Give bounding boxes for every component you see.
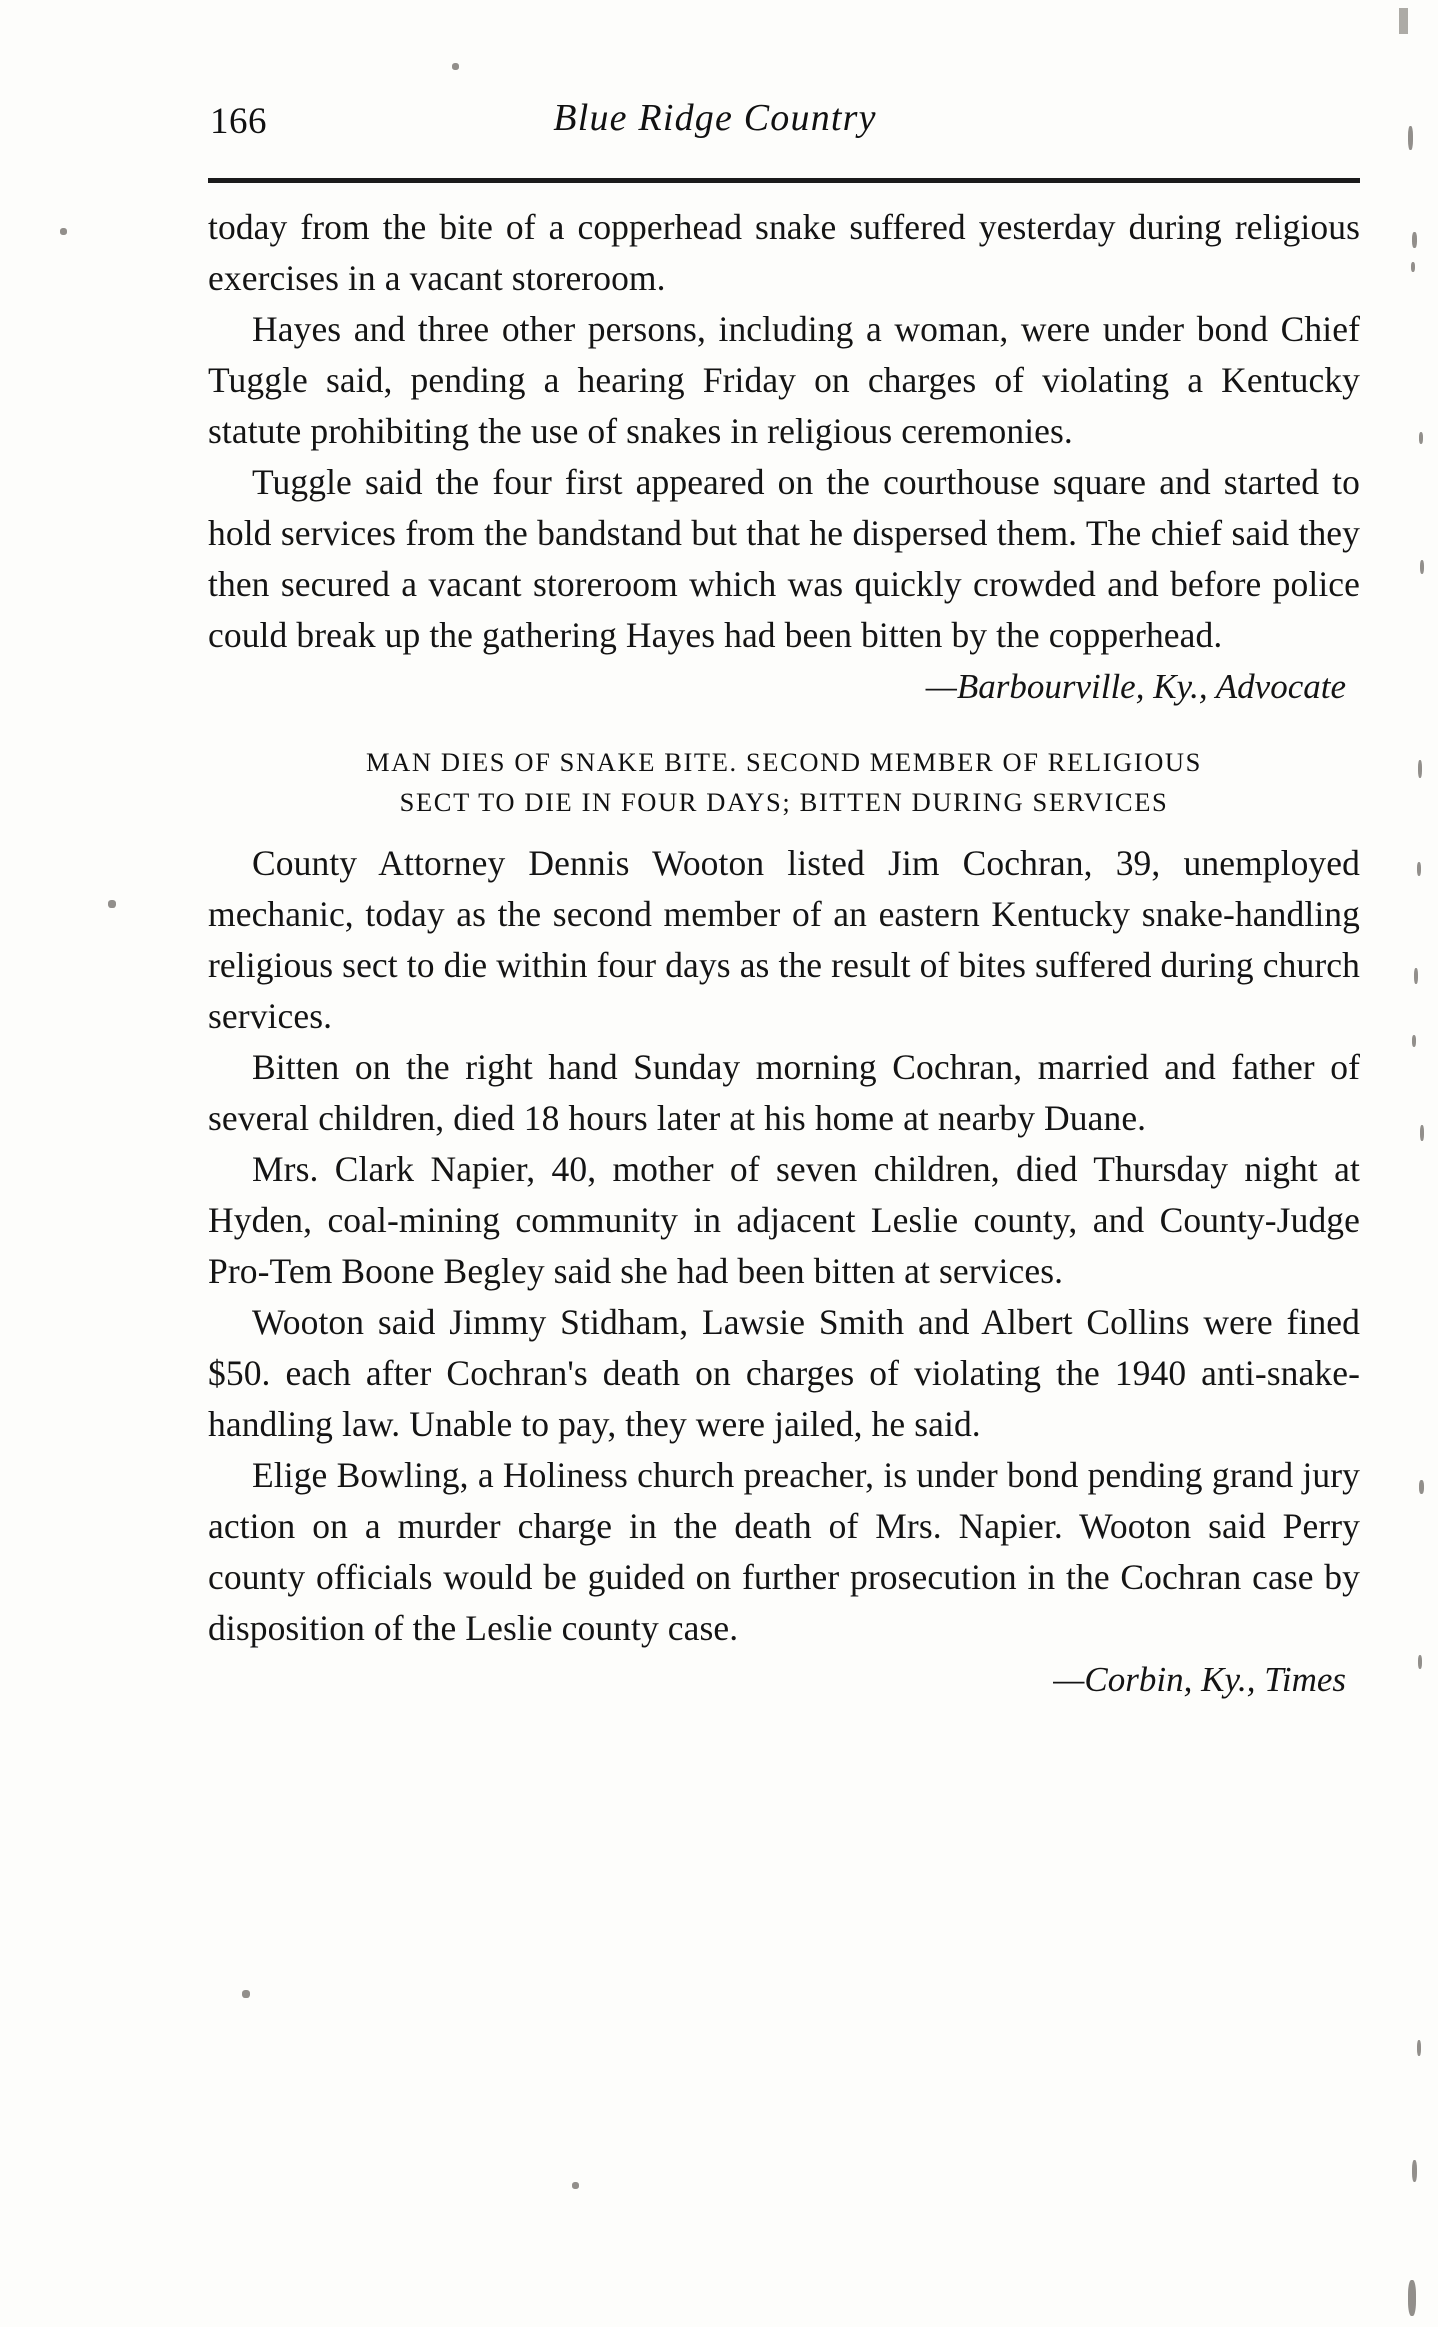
scan-speck bbox=[242, 1990, 250, 1998]
scan-speck bbox=[1418, 760, 1422, 778]
scan-speck bbox=[1420, 1125, 1424, 1141]
scan-speck bbox=[1417, 2040, 1421, 2056]
header-rule bbox=[208, 178, 1360, 183]
paragraph: Wooton said Jimmy Stidham, Lawsie Smith and Albert Collins were fined $50. each after Cochran's death on charges of violating the 1940 anti-snake-handling law. Unable to pay, they were jailed, he said. bbox=[208, 1302, 1360, 1444]
running-head bbox=[205, 70, 1365, 156]
body-text bbox=[208, 202, 1360, 1705]
page-number: 166 bbox=[210, 101, 267, 142]
page-content bbox=[205, 70, 1365, 1699]
paragraph: Tuggle said the four first appeared on the courthouse square and started to hold services from the bandstand but that he dispersed them. The chief said they then secured a vacant storeroom which was quickly crowded and before police could break up the gathering Hayes had been bitten by the copperhead. bbox=[208, 462, 1360, 655]
source-attribution: —Corbin, Ky., Times bbox=[1053, 1660, 1346, 1699]
headline-line-2: SECT TO DIE IN FOUR DAYS; BITTEN DURING SERVICES bbox=[399, 787, 1169, 817]
book-title: Blue Ridge Country bbox=[553, 97, 877, 139]
scan-speck bbox=[1418, 1655, 1422, 1669]
scan-speck bbox=[1408, 126, 1413, 150]
scan-speck bbox=[1420, 560, 1424, 574]
scan-speck bbox=[1417, 862, 1421, 876]
scan-speck bbox=[108, 900, 116, 908]
scan-speck bbox=[572, 2182, 579, 2189]
scan-edge-mark bbox=[1399, 8, 1408, 34]
scan-speck bbox=[1411, 262, 1415, 272]
source-attribution: —Barbourville, Ky., Advocate bbox=[925, 667, 1346, 706]
paragraph: Hayes and three other persons, including a woman, were under bond Chief Tuggle said, pending a hearing Friday on charges of violating a Kentucky statute prohibiting the use of snakes in religious ceremonies. bbox=[208, 309, 1360, 451]
scan-speck bbox=[1419, 432, 1423, 444]
paragraph: County Attorney Dennis Wooton listed Jim Cochran, 39, unemployed mechanic, today as the second member of an eastern Kentucky snake-handling religious sect to die within four days as the result of bites suffered during church services. bbox=[208, 843, 1360, 1036]
scan-speck bbox=[1412, 2160, 1417, 2182]
scan-speck bbox=[1412, 1035, 1416, 1047]
paragraph: Elige Bowling, a Holiness church preacher, is under bond pending grand jury action on a murder charge in the death of Mrs. Napier. Wooton said Perry county officials would be guided on further prosecution in the Cochran case by disposition of the Leslie county case. bbox=[208, 1455, 1360, 1648]
scan-speck bbox=[1408, 2280, 1416, 2316]
paragraph: Mrs. Clark Napier, 40, mother of seven children, died Thursday night at Hyden, coal-mining community in adjacent Leslie county, and County-Judge Pro-Tem Boone Begley said she had been bitten at services. bbox=[208, 1149, 1360, 1291]
scan-speck bbox=[60, 228, 67, 235]
paragraph: today from the bite of a copperhead snake suffered yesterday during religious exercises in a vacant storeroom. bbox=[208, 207, 1360, 298]
article-headline bbox=[208, 742, 1360, 822]
scan-speck bbox=[452, 63, 459, 70]
scan-speck bbox=[1419, 1480, 1424, 1494]
scan-speck bbox=[1412, 232, 1417, 248]
paragraph: Bitten on the right hand Sunday morning Cochran, married and father of several children, died 18 hours later at his home at nearby Duane. bbox=[208, 1047, 1360, 1138]
headline-line-1: MAN DIES OF SNAKE BITE. SECOND MEMBER OF RELIGIOUS bbox=[365, 747, 1203, 777]
scan-speck bbox=[1414, 968, 1418, 984]
